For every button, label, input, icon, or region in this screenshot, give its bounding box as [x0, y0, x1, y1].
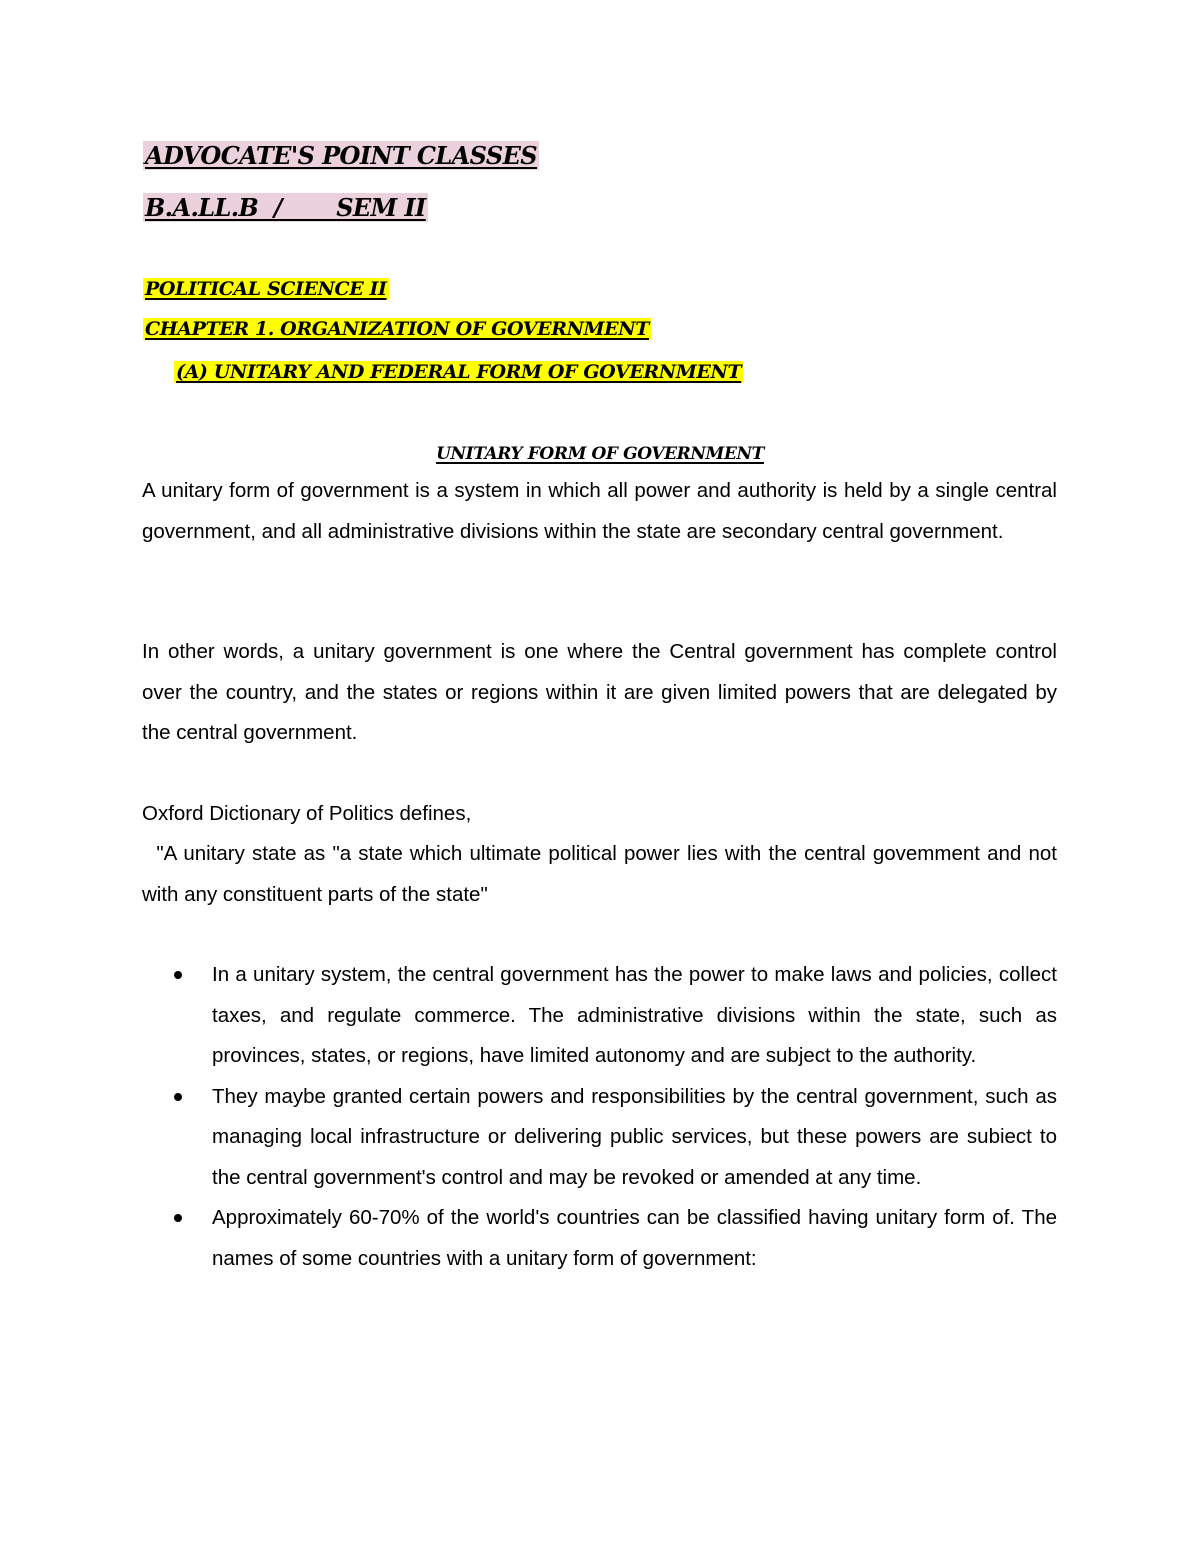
bullet-icon — [174, 1214, 182, 1222]
list-item: Approximately 60-70% of the world's countries can be classified having unitary form of. The names of some countries with a unitary form of government: — [142, 1198, 1057, 1279]
topic-heading — [174, 363, 743, 382]
bullet-icon — [174, 1093, 182, 1101]
semester-label: SEM II — [336, 193, 426, 222]
paragraph-other-words: In other words, a unitary government is one where the Central government has complete control over the country, and the states or regions within it are given limited powers that are delegated by the central government. — [142, 640, 1057, 744]
course-name: B.A.LL.B — [145, 193, 259, 222]
chapter-heading — [143, 320, 651, 339]
bullet-list — [142, 955, 1057, 1279]
subject-heading — [143, 280, 389, 299]
topic-title: (A) UNITARY AND FEDERAL FORM OF GOVERNMENT — [176, 361, 742, 383]
list-item: They maybe granted certain powers and responsibilities by the central government, such as managing local infrastructure or delivering public services, but these powers are subiect to the central government's control and may be revoked or amended at any time. — [142, 1077, 1057, 1199]
institute-heading — [143, 141, 539, 170]
list-item: In a unitary system, the central government has the power to make laws and policies, collect taxes, and regulate commerce. The administrative divisions within the state, such as provinces, states, or regions, have limited autonomy and are subject to the authority. — [142, 955, 1057, 1077]
course-semester-heading — [143, 193, 428, 222]
course-separator: / — [273, 193, 282, 222]
subject-name: POLITICAL SCIENCE II — [145, 278, 387, 300]
paragraph-definition: A unitary form of government is a system in which all power and authority is held by a single central government, and all administrative divisions within the state are secondary central government. — [142, 479, 1057, 543]
paragraph-oxford-quote: "A unitary state as "a state which ultimate political power lies with the central govemment and not with any constituent parts of the state" — [142, 842, 1063, 906]
paragraph-oxford-intro: Oxford Dictionary of Politics defines, — [142, 802, 472, 825]
section-title: UNITARY FORM OF GOVERNMENT — [436, 444, 764, 464]
chapter-title: CHAPTER 1. ORGANIZATION OF GOVERNMENT — [145, 318, 649, 340]
bullet-icon — [174, 971, 182, 979]
institute-name: ADVOCATE'S POINT CLASSES — [145, 141, 538, 170]
